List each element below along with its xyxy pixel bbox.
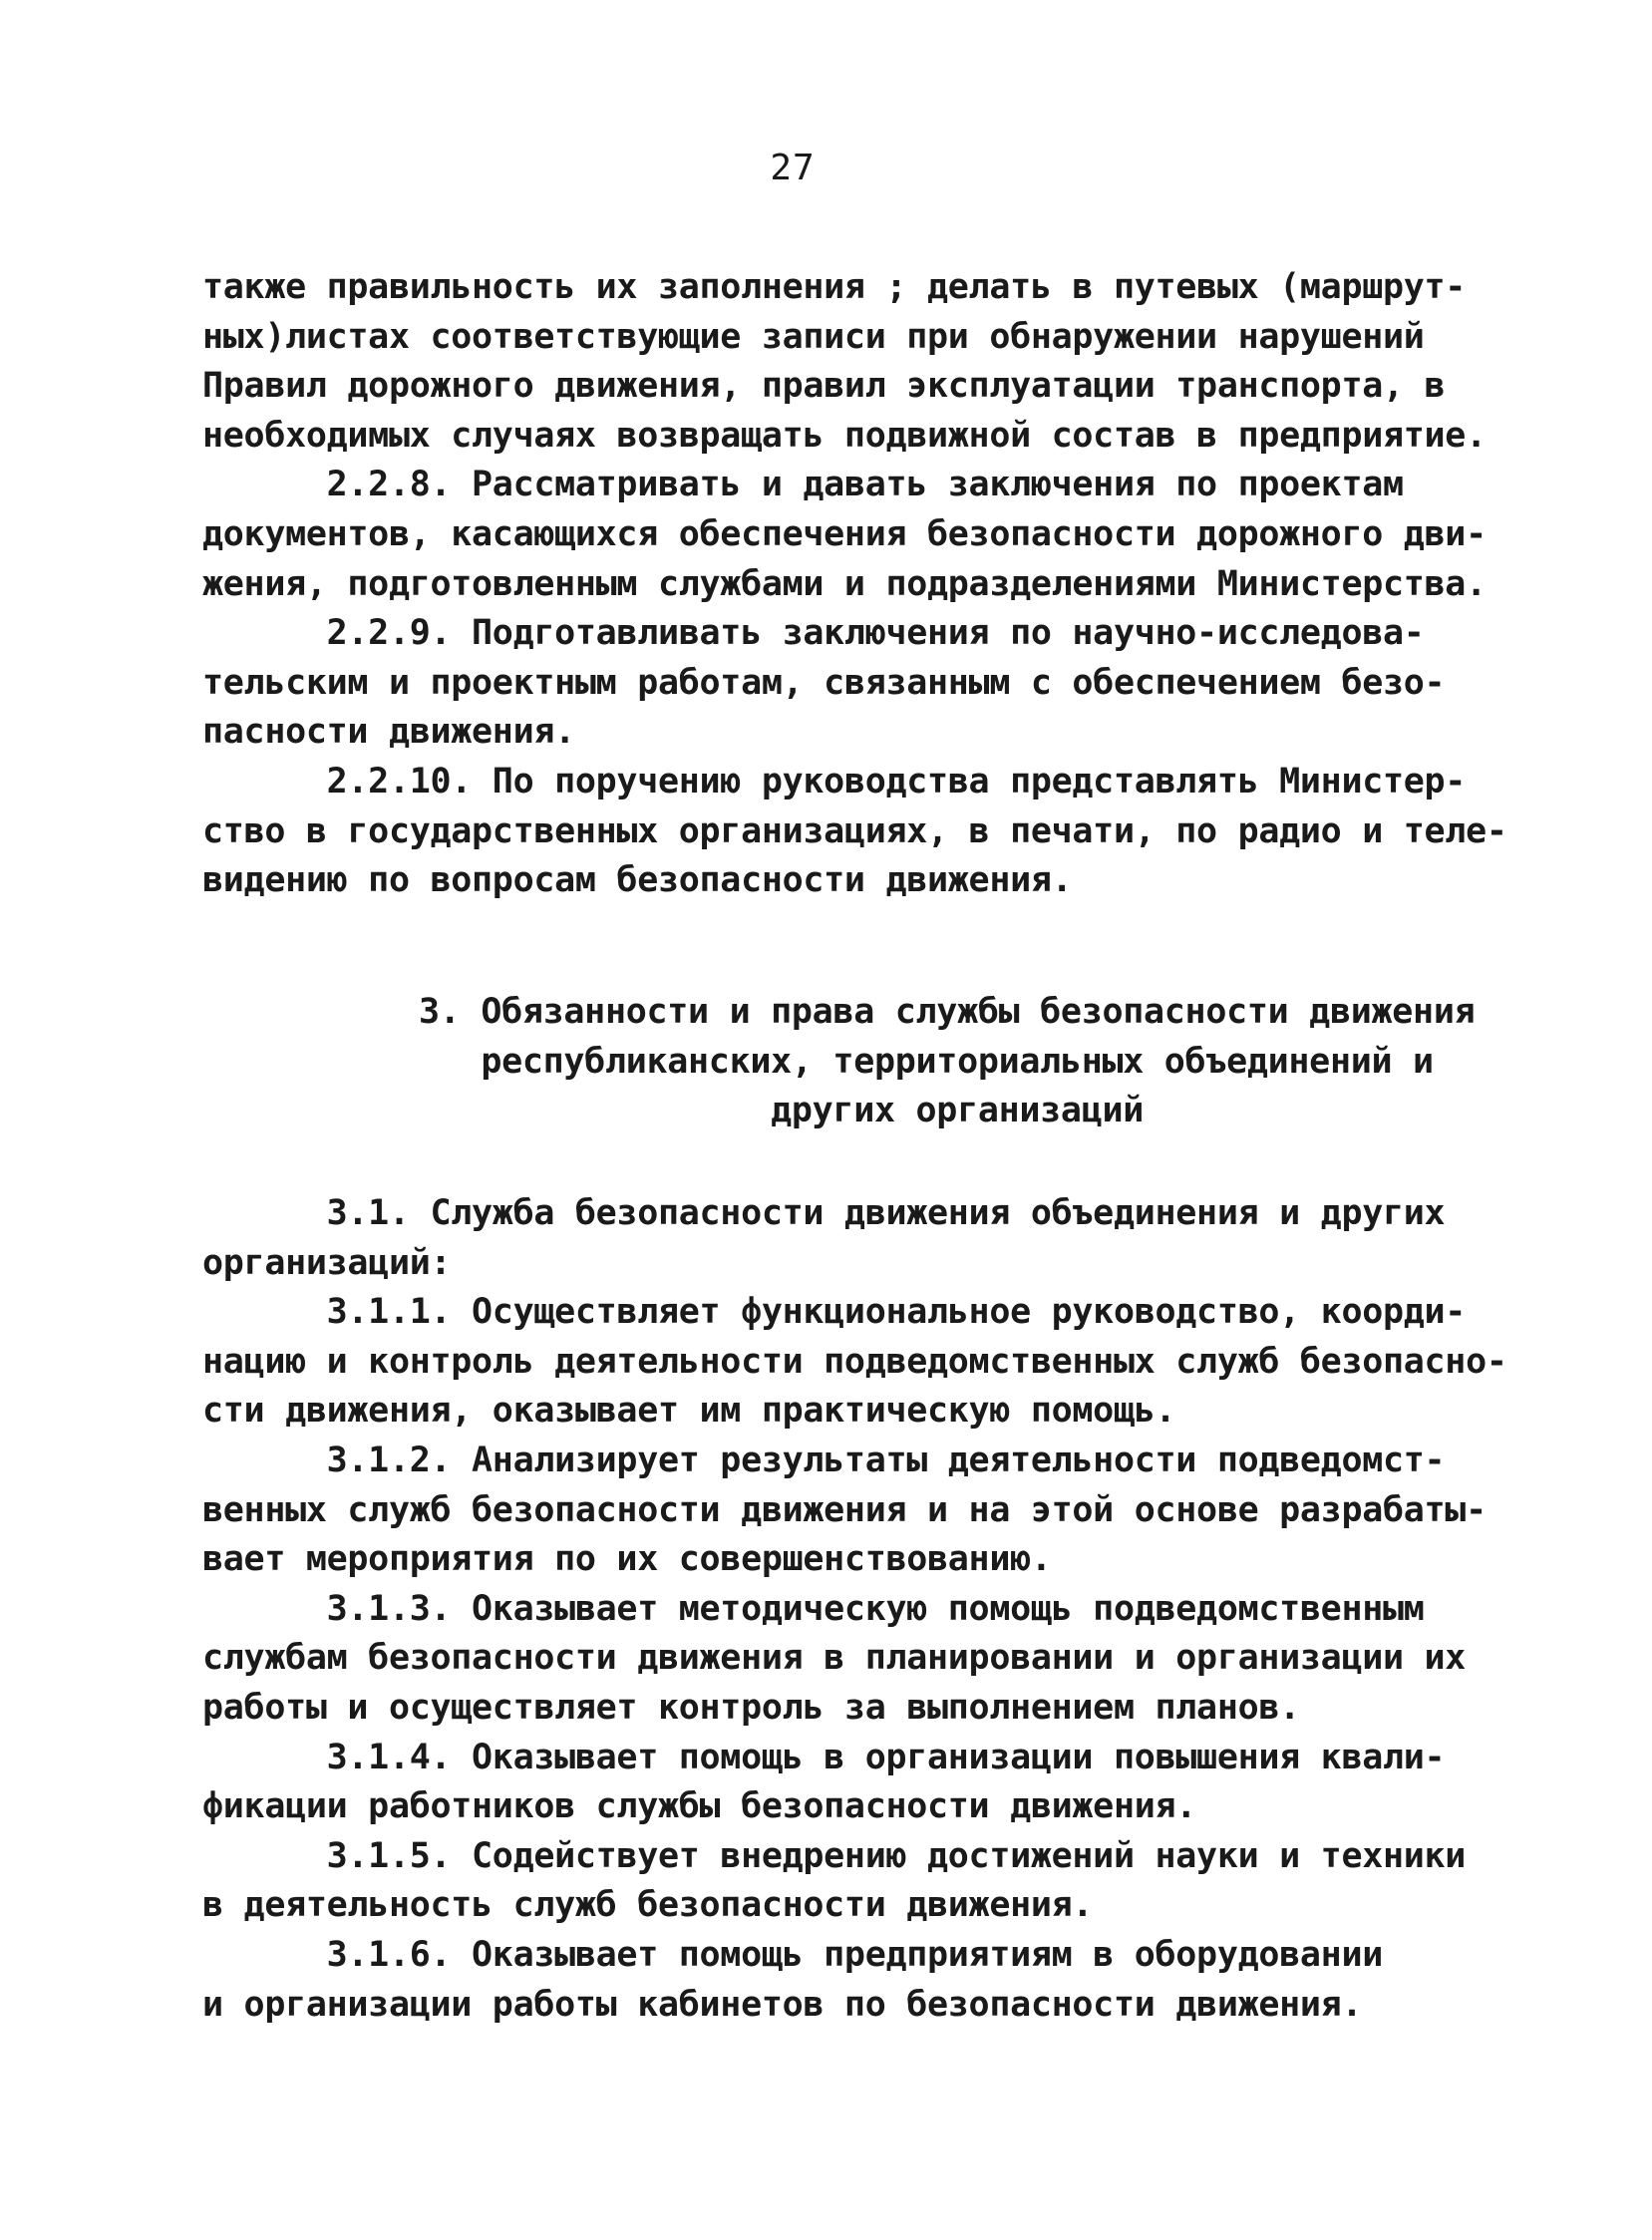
continued-section-2-text: [202, 263, 1507, 906]
text-line: пасности движения.: [202, 712, 575, 753]
text-line: 2.2.8. Рассматривать и давать заключения по проектам: [202, 465, 1404, 505]
text-line: 3.1.3. Оказывает методическую помощь подведомственным: [202, 1588, 1425, 1629]
text-line: 3.1.6. Оказывает помощь предприятиям в оборудовании: [202, 1934, 1383, 1975]
text-line: ство в государственных организациях, в печати, по радио и теле-: [202, 810, 1507, 851]
text-line: сти движения, оказывает им практическую помощь.: [202, 1391, 1176, 1432]
text-line: ных)листах соответствующие записи при обнаружении нарушений: [202, 316, 1425, 357]
text-line: нацию и контроль деятельности подведомственных служб безопасно-: [202, 1341, 1507, 1382]
section-3-text: [202, 1189, 1507, 2030]
text-line: видению по вопросам безопасности движения.: [202, 860, 1073, 901]
heading-line: других организаций: [419, 1091, 1145, 1131]
text-line: 3.1.2. Анализирует результаты деятельности подведомст-: [202, 1440, 1446, 1480]
text-line: организаций:: [202, 1242, 452, 1283]
text-line: 2.2.10. По поручению руководства представлять Министер-: [202, 761, 1467, 801]
heading-line: 3. Обязанности и права службы безопасности движения: [419, 992, 1476, 1032]
page-number: 27: [770, 148, 816, 188]
text-line: в деятельность служб безопасности движения.: [202, 1885, 1094, 1926]
text-line: вает мероприятия по их совершенствованию.: [202, 1539, 1052, 1580]
text-line: венных служб безопасности движения и на этой основе разрабаты-: [202, 1489, 1487, 1530]
text-line: тельским и проектным работам, связанным с обеспечением безо-: [202, 662, 1446, 703]
section-3-heading: [419, 987, 1495, 1135]
text-line: также правильность их заполнения ; делать в путевых (маршрут-: [202, 267, 1467, 307]
text-line: Правил дорожного движения, правил эксплуатации транспорта, в: [202, 366, 1446, 407]
text-line: 3.1.5. Содействует внедрению достижений науки и техники: [202, 1835, 1467, 1876]
text-line: 2.2.9. Подготавливать заключения по научно-исследова-: [202, 613, 1425, 654]
text-line: документов, касающихся обеспечения безопасности дорожного дви-: [202, 513, 1487, 554]
text-line: службам безопасности движения в планировании и организации их: [202, 1638, 1467, 1679]
text-line: фикации работников службы безопасности движения.: [202, 1786, 1197, 1827]
text-line: и организации работы кабинетов по безопасности движения.: [202, 1984, 1363, 2025]
text-line: 3.1. Служба безопасности движения объединения и других: [202, 1193, 1446, 1233]
text-line: необходимых случаях возвращать подвижной состав в предприятие.: [202, 415, 1487, 456]
text-line: работы и осуществляет контроль за выполнением планов.: [202, 1687, 1300, 1728]
text-line: жения, подготовленным службами и подразделениями Министерства.: [202, 563, 1487, 604]
text-line: 3.1.1. Осуществляет функциональное руководство, коорди-: [202, 1292, 1467, 1333]
text-line: 3.1.4. Оказывает помощь в организации повышения квали-: [202, 1737, 1446, 1777]
heading-line: республиканских, территориальных объединений и: [419, 1041, 1434, 1082]
